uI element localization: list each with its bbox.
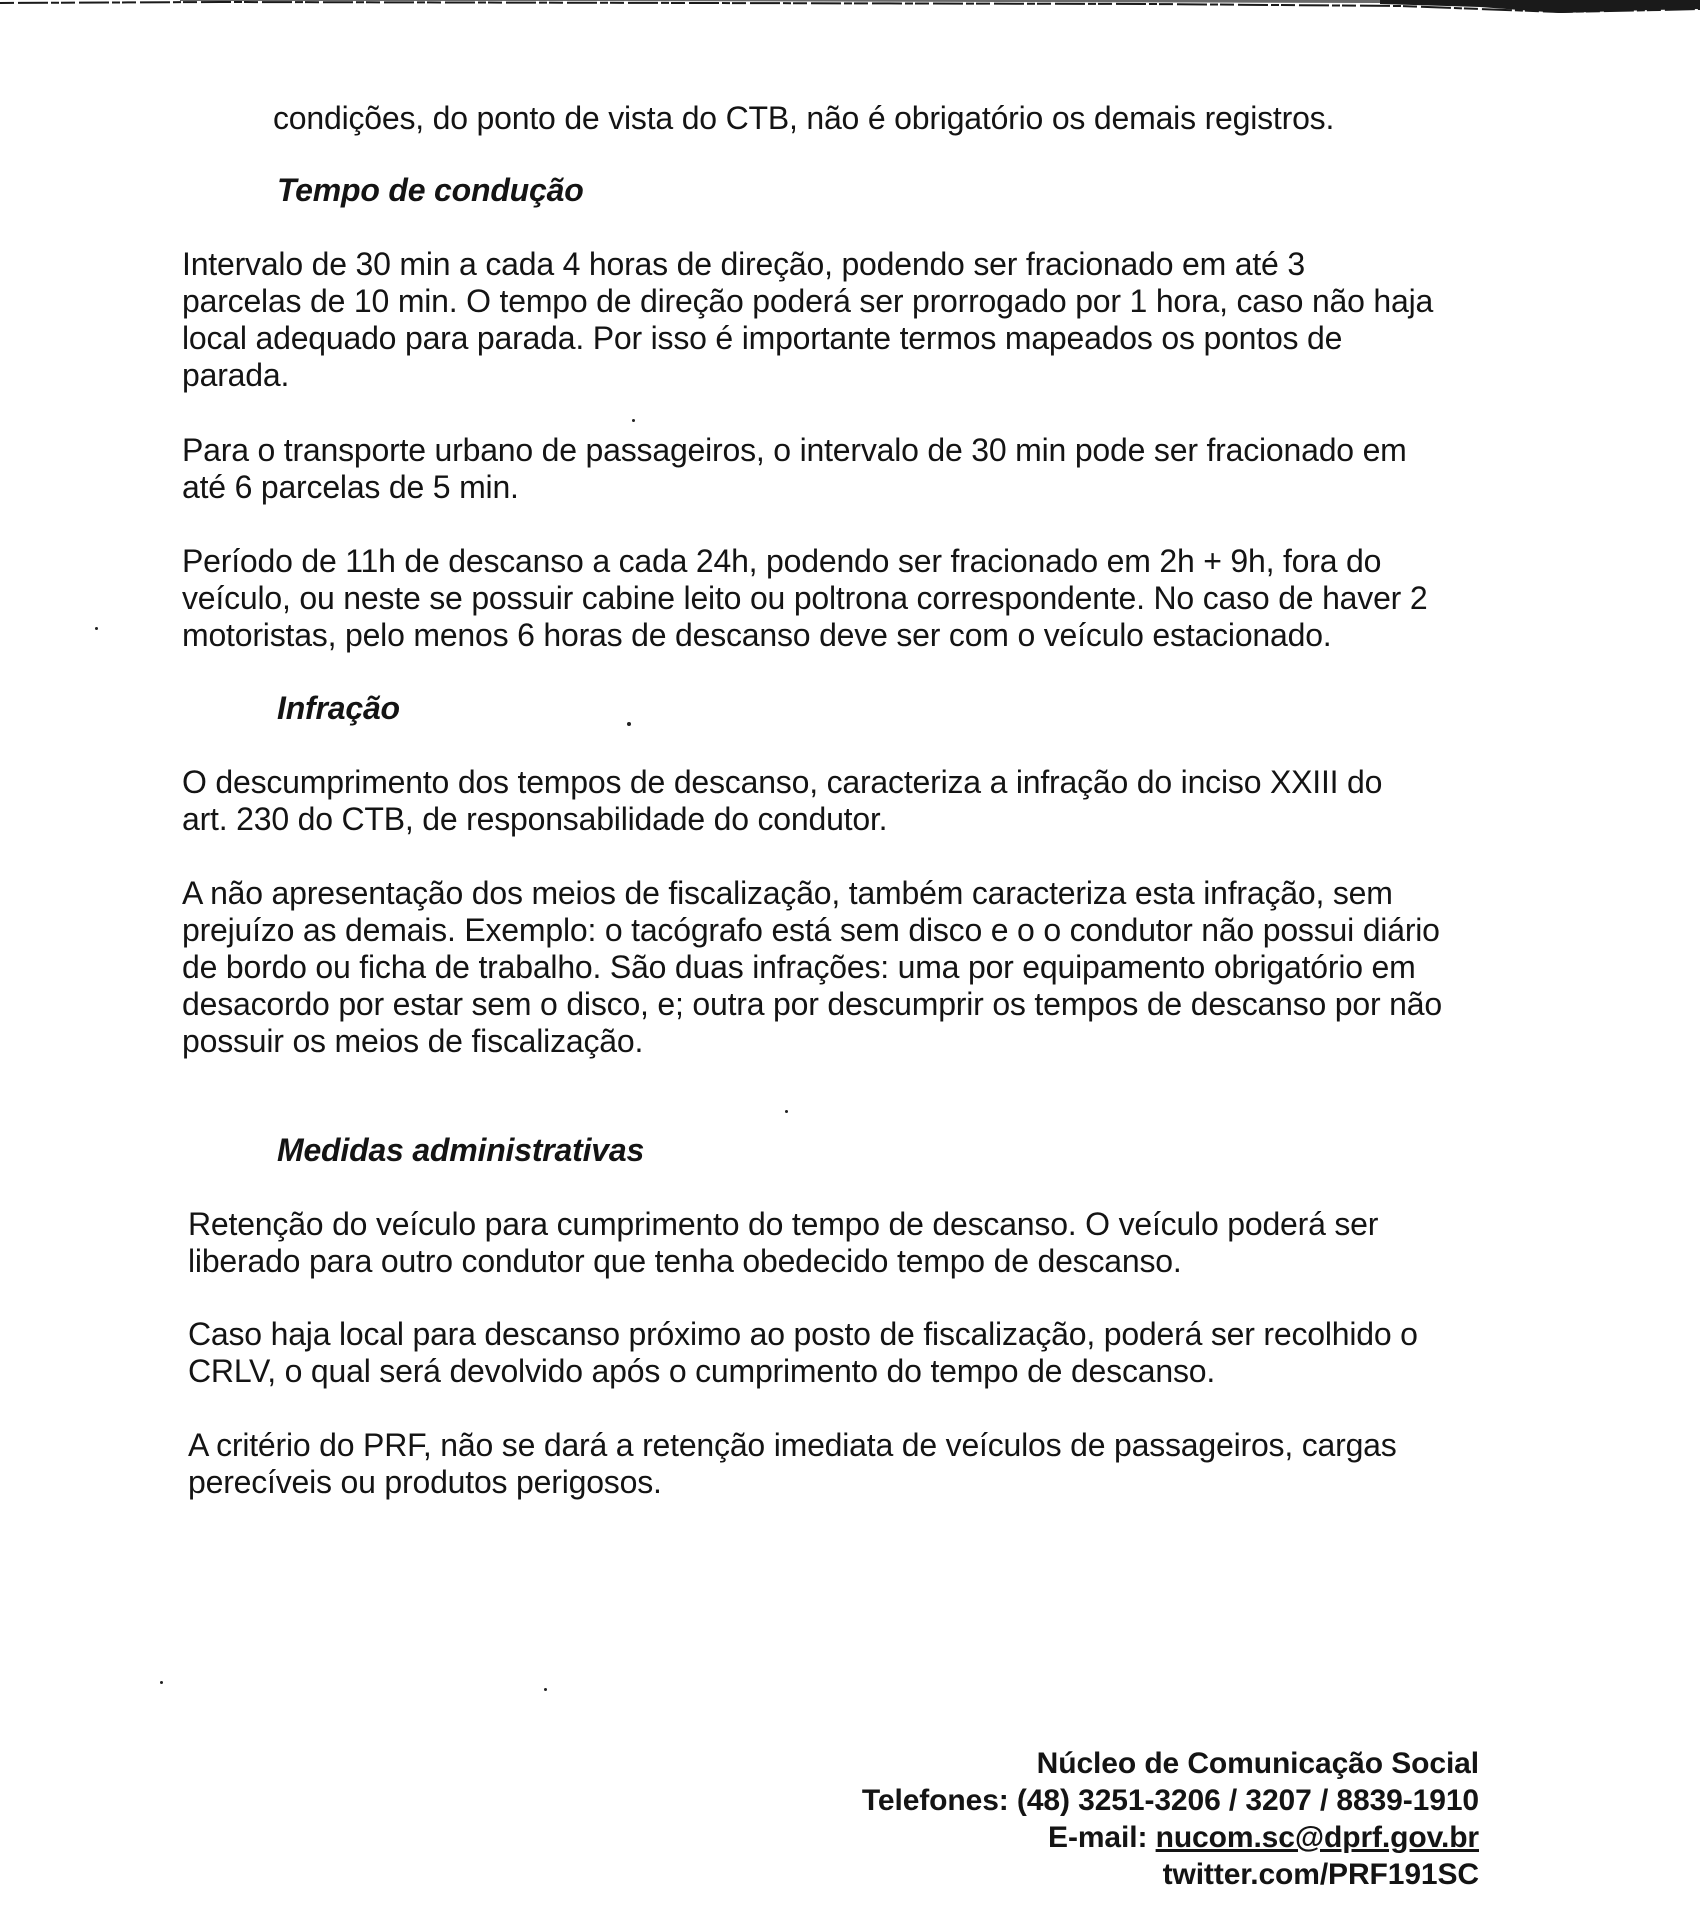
paragraph-descumprimento: O descumprimento dos tempos de descanso, caracteriza a infração do inciso XXIII do art. 230 do CTB, de responsabilidade do condutor.	[182, 764, 1383, 837]
heading-tempo-de-conducao: Tempo de condução	[277, 172, 584, 208]
scan-edge-artifact	[0, 0, 1700, 20]
footer-email-line	[862, 1819, 1479, 1856]
footer-email-label: E-mail:	[1048, 1821, 1148, 1854]
paragraph-transporte-urbano: Para o transporte urbano de passageiros, o intervalo de 30 min pode ser fracionado em até 6 parcelas de 5 min.	[182, 432, 1407, 505]
heading-medidas-administrativas: Medidas administrativas	[277, 1132, 645, 1168]
scan-speck	[544, 1688, 547, 1691]
footer-email-link[interactable]: nucom.sc@dprf.gov.br	[1155, 1821, 1479, 1854]
scan-speck	[95, 627, 98, 630]
footer-org: Núcleo de Comunicação Social	[1036, 1747, 1479, 1780]
paragraph-nao-apresentacao: A não apresentação dos meios de fiscalização, também caracteriza esta infração, sem prejuízo as demais. Exemplo: o tacógrafo está sem disco e o o condutor não possui diário de bordo ou ficha de trabalho. São duas infrações: uma por equipamento obrigatório em desacordo por estar sem o disco, e; outra por descumprir os tempos de descanso por não possuir os meios de fiscalização.	[182, 875, 1442, 1059]
footer-twitter[interactable]: twitter.com/PRF191SC	[1162, 1858, 1479, 1891]
paragraph-crlv: Caso haja local para descanso próximo ao posto de fiscalização, poderá ser recolhido o CRLV, o qual será devolvido após o cumprimento do tempo de descanso.	[188, 1316, 1418, 1389]
paragraph-criterio-prf: A critério do PRF, não se dará a retenção imediata de veículos de passageiros, cargas perecíveis ou produtos perigosos.	[188, 1427, 1397, 1500]
scan-speck	[785, 1110, 788, 1113]
footer-phones: Telefones: (48) 3251-3206 / 3207 / 8839-1910	[861, 1784, 1479, 1817]
paragraph-retencao: Retenção do veículo para cumprimento do tempo de descanso. O veículo poderá ser liberado para outro condutor que tenha obedecido tempo de descanso.	[188, 1206, 1379, 1279]
paragraph-periodo-descanso: Período de 11h de descanso a cada 24h, podendo ser fracionado em 2h + 9h, fora do veículo, ou neste se possuir cabine leito ou poltrona correspondente. No caso de haver 2 motoristas, pelo menos 6 horas de descanso deve ser com o veículo estacionado.	[182, 543, 1428, 653]
scan-speck	[627, 722, 631, 726]
contact-footer	[862, 1745, 1479, 1893]
heading-infracao: Infração	[277, 690, 400, 726]
scan-speck	[632, 419, 635, 422]
paragraph-registros: condições, do ponto de vista do CTB, não é obrigatório os demais registros.	[273, 100, 1335, 136]
paragraph-intervalo: Intervalo de 30 min a cada 4 horas de direção, podendo ser fracionado em até 3 parcelas de 10 min. O tempo de direção poderá ser prorrogado por 1 hora, caso não haja local adequado para parada. Por isso é importante termos mapeados os pontos de parada.	[182, 246, 1434, 393]
scan-speck	[160, 1681, 163, 1684]
